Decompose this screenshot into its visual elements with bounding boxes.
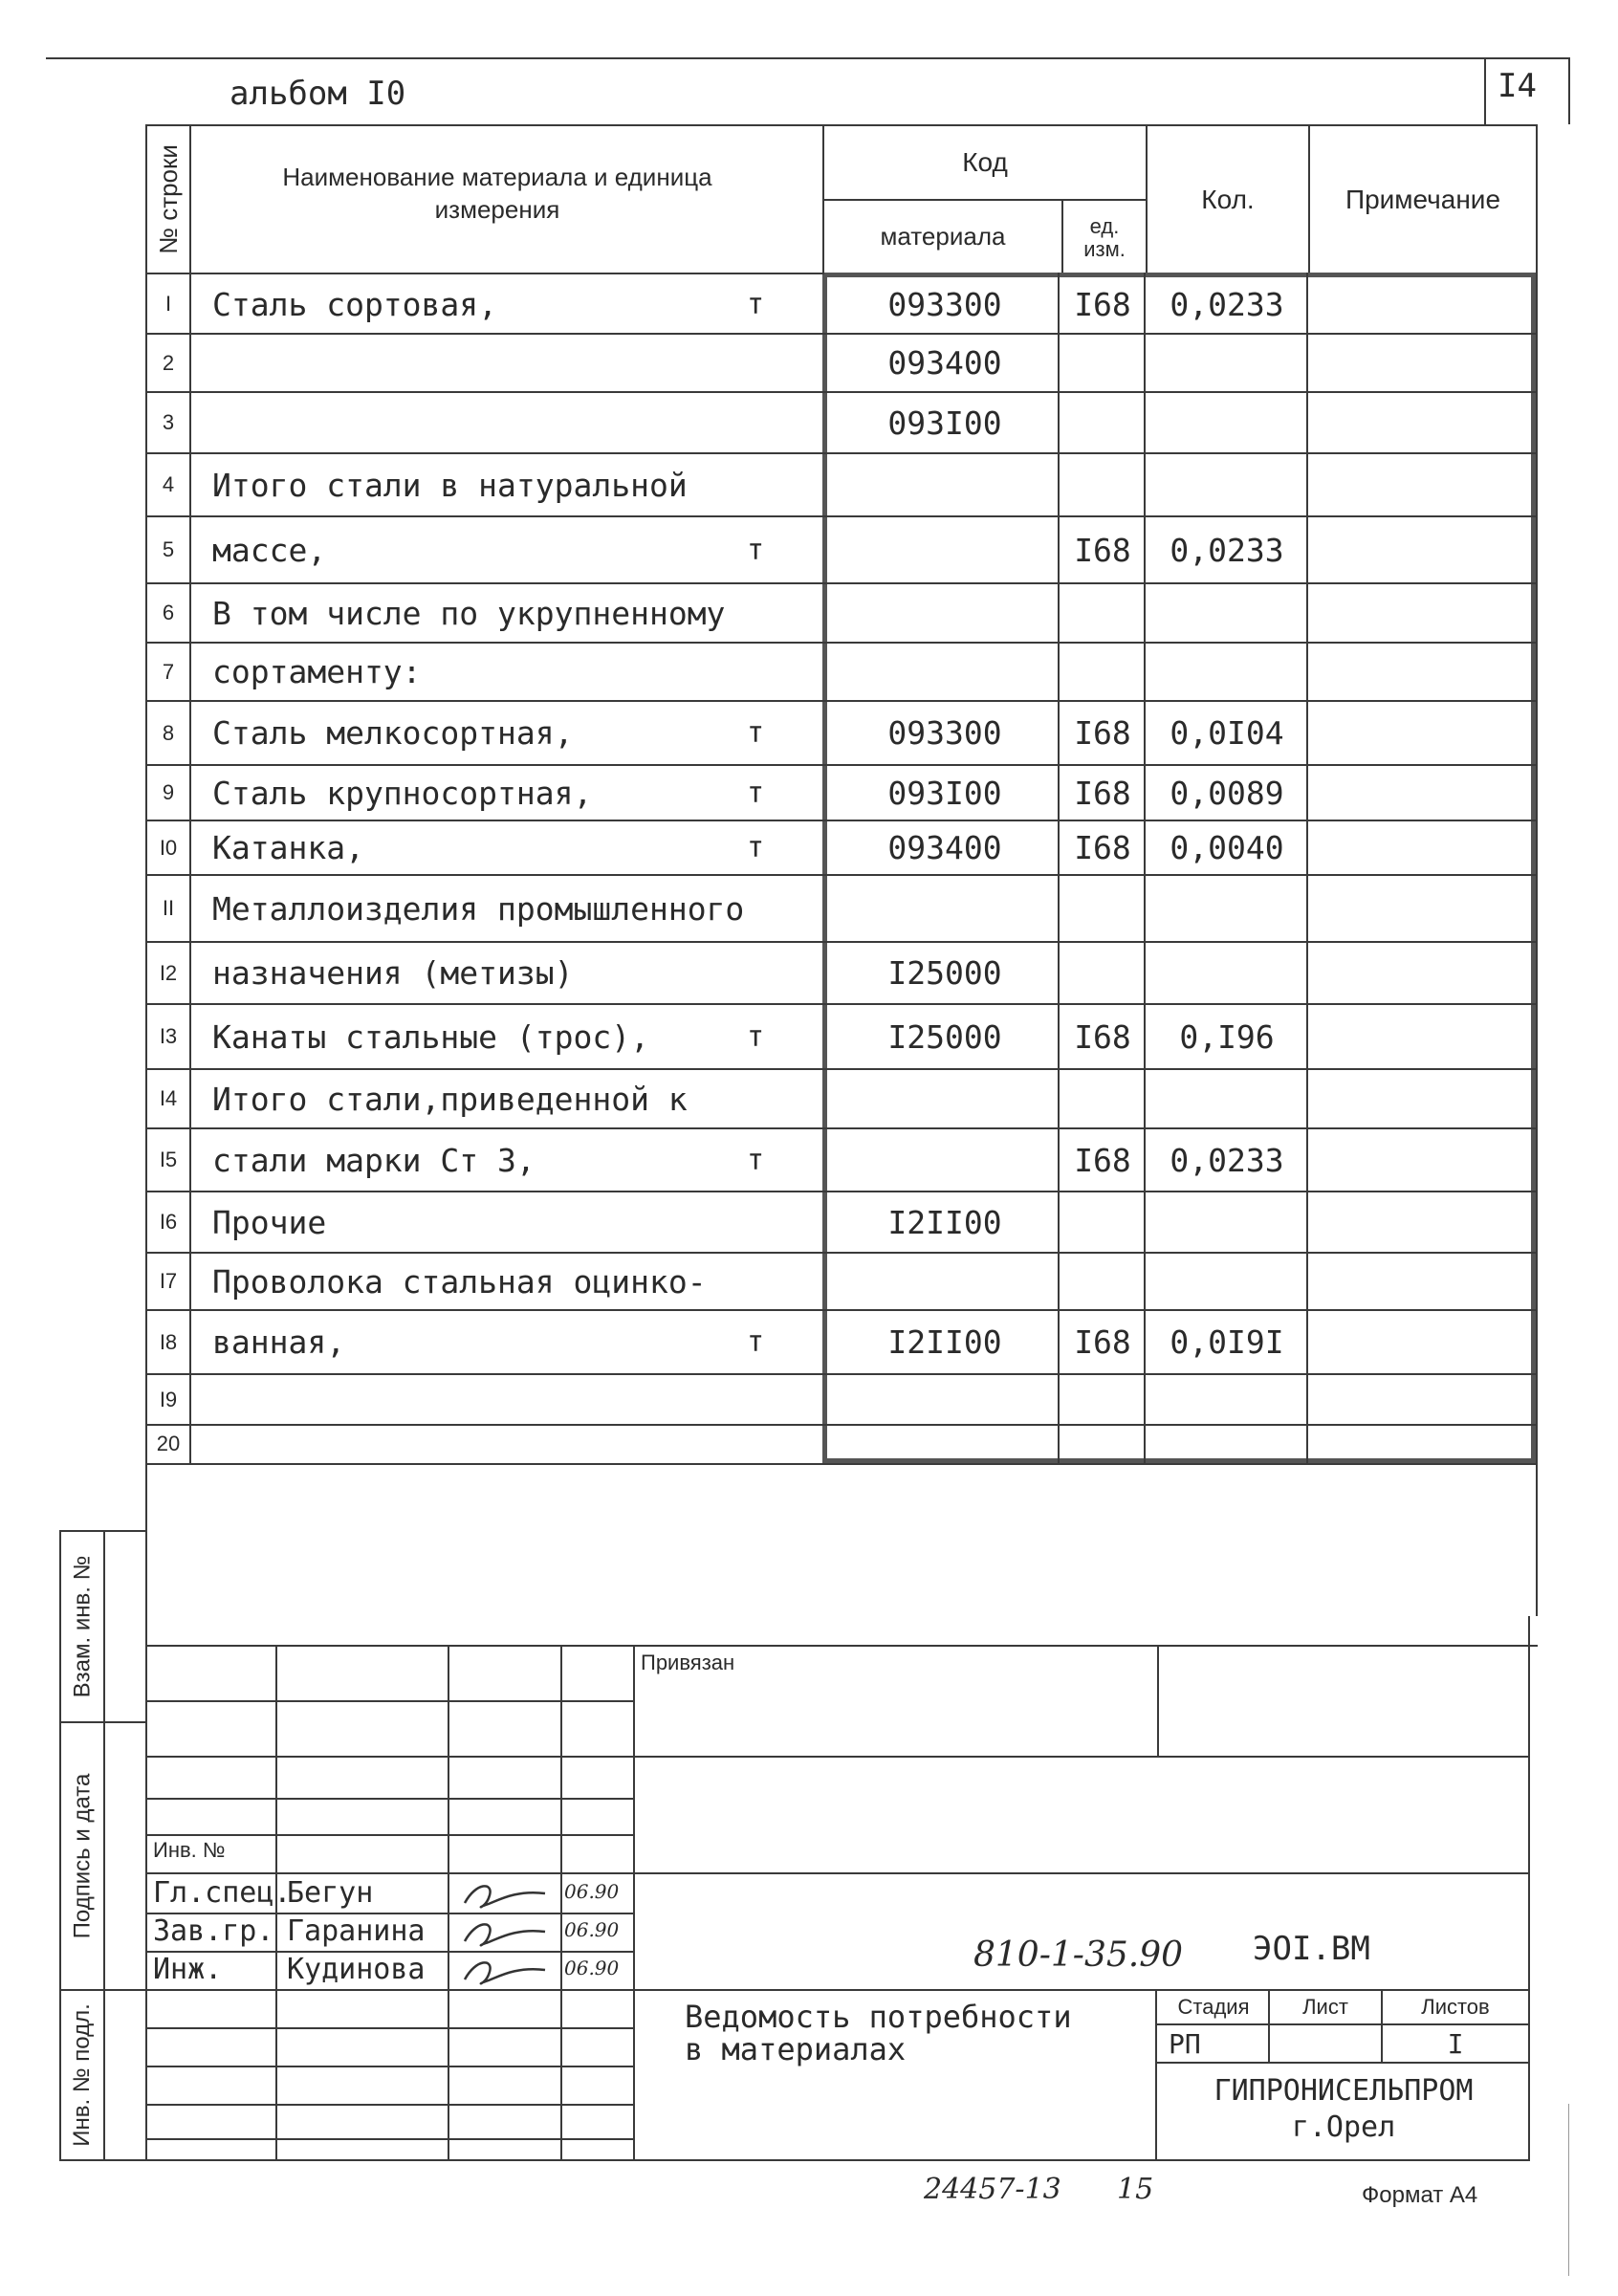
quantity: 0,0233 xyxy=(1170,285,1284,323)
signer-name: Кудинова xyxy=(287,1953,426,1986)
row-number: 2 xyxy=(162,350,175,375)
unit-code xyxy=(1061,453,1144,516)
quantity xyxy=(1148,453,1306,516)
material-name xyxy=(212,1425,748,1463)
unit-code: I68 xyxy=(1074,714,1131,752)
material-name: Прочие xyxy=(212,1203,327,1241)
unit-code: I68 xyxy=(1074,285,1131,323)
quantity xyxy=(1148,643,1306,701)
quantity: 0,I96 xyxy=(1179,1017,1275,1056)
signer-name: Бегун xyxy=(287,1876,374,1910)
sheets-label: Листов xyxy=(1421,1995,1490,2019)
material-name: Сталь мелкосортная, xyxy=(212,714,574,752)
header-code: Код xyxy=(962,147,1008,177)
material-code: 093I00 xyxy=(887,774,1002,812)
row-number: I xyxy=(164,292,172,316)
stage-value: РП xyxy=(1169,2027,1201,2060)
unit: т xyxy=(746,1325,765,1359)
unit-code xyxy=(1061,942,1144,1004)
row-number: I8 xyxy=(159,1329,178,1354)
material-name: Канаты стальные (трос), xyxy=(212,1017,649,1056)
quantity: 0,0233 xyxy=(1170,531,1284,569)
unit-code xyxy=(1061,1253,1144,1310)
unit-code xyxy=(1061,334,1144,392)
page-number: I4 xyxy=(1498,67,1537,105)
header-row-number: № строки xyxy=(153,144,183,254)
quantity xyxy=(1148,1425,1306,1463)
archive-page: 15 xyxy=(1117,2173,1154,2206)
unit-code: I68 xyxy=(1074,1017,1131,1056)
signer-role: Зав.гр. xyxy=(153,1914,274,1948)
material-code xyxy=(832,583,1058,643)
unit xyxy=(736,942,775,1004)
unit xyxy=(736,875,775,942)
signer-date: 06.90 xyxy=(564,1957,620,1979)
material-code xyxy=(832,453,1058,516)
row-number: 20 xyxy=(156,1432,181,1455)
unit-code: I68 xyxy=(1074,829,1131,866)
quantity: 0,0089 xyxy=(1170,774,1284,812)
header-quantity: Кол. xyxy=(1201,184,1255,214)
quantity xyxy=(1148,334,1306,392)
material-code xyxy=(832,1425,1058,1463)
unit-code: I68 xyxy=(1074,531,1131,569)
unit-code xyxy=(1061,1192,1144,1253)
row-number: I4 xyxy=(159,1086,178,1110)
unit-code xyxy=(1061,875,1144,942)
unit xyxy=(736,1425,775,1463)
row-number: I6 xyxy=(159,1210,178,1234)
stage-label: Стадия xyxy=(1177,1995,1250,2019)
row-number: 7 xyxy=(162,659,175,684)
unit xyxy=(736,583,775,643)
quantity xyxy=(1148,942,1306,1004)
document-title-line2: в материалах xyxy=(685,2031,907,2067)
sheet-value xyxy=(1270,2025,1381,2062)
signature-icon xyxy=(457,1876,553,1913)
material-code: 093400 xyxy=(887,829,1002,866)
material-code: 093I00 xyxy=(887,404,1002,442)
material-name: назначения (метизы) xyxy=(212,954,574,992)
unit-code xyxy=(1061,583,1144,643)
unit-code xyxy=(1061,1374,1144,1425)
quantity xyxy=(1148,1069,1306,1128)
quantity xyxy=(1148,392,1306,453)
signer-date: 06.90 xyxy=(564,1918,620,1941)
sheets-value: I xyxy=(1447,2027,1464,2060)
material-name xyxy=(212,334,748,392)
material-code: 093300 xyxy=(887,285,1002,323)
header-code-material: материала xyxy=(880,222,1006,251)
signature-icon xyxy=(457,1953,553,1989)
material-name xyxy=(212,1374,748,1425)
unit: т xyxy=(746,776,765,810)
side-label-original-inv: Инв. № подл. xyxy=(69,2003,95,2147)
sheet-label: Лист xyxy=(1302,1995,1348,2019)
signer-date: 06.90 xyxy=(564,1880,620,1903)
material-name: сортаменту: xyxy=(212,653,422,690)
quantity: 0,0I9I xyxy=(1170,1323,1284,1361)
row-number: I2 xyxy=(159,960,178,985)
header-code-unit: ед. изм. xyxy=(1083,214,1126,261)
document-suffix: ЭОI.ВМ xyxy=(1253,1930,1370,1968)
unit xyxy=(736,643,775,701)
unit: т xyxy=(746,831,765,864)
material-name: Итого стали,приведенной к xyxy=(212,1080,688,1118)
signature-icon xyxy=(457,1914,553,1951)
organization-name: ГИПРОНИСЕЛЬПРОМ xyxy=(1214,2073,1474,2108)
unit xyxy=(736,392,775,453)
material-name: стали марки Ст 3, xyxy=(212,1141,536,1179)
document-title-line1: Ведомость потребности xyxy=(685,1999,1072,2035)
unit xyxy=(736,1374,775,1425)
material-name: Проволока стальная оцинко- xyxy=(212,1262,707,1301)
row-number: 4 xyxy=(162,472,175,496)
unit-code xyxy=(1061,1425,1144,1463)
material-name: Сталь сортовая, xyxy=(212,285,498,323)
material-code: I25000 xyxy=(887,1017,1002,1056)
material-name: В том числе по укрупненному xyxy=(212,594,726,632)
quantity: 0,0040 xyxy=(1170,829,1284,866)
quantity: 0,0I04 xyxy=(1170,714,1284,752)
material-code xyxy=(832,1069,1058,1128)
unit-code xyxy=(1061,643,1144,701)
unit xyxy=(736,334,775,392)
unit xyxy=(736,453,775,516)
attached-label: Привязан xyxy=(641,1651,735,1674)
row-number: I3 xyxy=(159,1024,178,1048)
material-code xyxy=(832,1374,1058,1425)
quantity xyxy=(1148,1253,1306,1310)
unit: т xyxy=(746,533,765,567)
document-code: 810-1-35.90 xyxy=(973,1935,1184,1975)
quantity xyxy=(1148,583,1306,643)
quantity: 0,0233 xyxy=(1170,1141,1284,1179)
material-name: Металлоизделия промышленного xyxy=(212,889,745,928)
unit: т xyxy=(746,716,765,750)
material-code xyxy=(832,643,1058,701)
material-code xyxy=(832,875,1058,942)
material-name: Катанка, xyxy=(212,829,364,866)
signer-name: Гаранина xyxy=(287,1914,426,1948)
row-number: I9 xyxy=(159,1387,178,1411)
inventory-number-label: Инв. № xyxy=(153,1838,226,1862)
material-name: массе, xyxy=(212,531,327,569)
material-name xyxy=(212,392,748,453)
side-label-signature-date: Подпись и дата xyxy=(69,1773,95,1939)
unit xyxy=(736,1192,775,1253)
quantity xyxy=(1148,1192,1306,1253)
row-number: I0 xyxy=(159,835,178,860)
material-code xyxy=(832,516,1058,583)
unit: т xyxy=(746,1019,765,1054)
row-number: 5 xyxy=(162,537,175,561)
format-label: Формат А4 xyxy=(1362,2182,1478,2208)
quantity xyxy=(1148,1374,1306,1425)
unit xyxy=(736,1253,775,1310)
material-code: 093400 xyxy=(887,344,1002,382)
material-code: I25000 xyxy=(887,954,1002,992)
organization-city: г.Орел xyxy=(1291,2110,1396,2144)
unit xyxy=(736,1069,775,1128)
quantity xyxy=(1148,875,1306,942)
material-code: I2II00 xyxy=(887,1323,1002,1361)
row-number: II xyxy=(162,896,175,920)
material-code xyxy=(832,1128,1058,1192)
header-material-name: Наименование материала и единица измерения xyxy=(282,163,712,224)
material-name: ванная, xyxy=(212,1323,346,1361)
row-number: I5 xyxy=(159,1148,178,1171)
album-label: альбом I0 xyxy=(230,75,406,113)
row-number: I7 xyxy=(159,1269,178,1293)
row-number: 3 xyxy=(162,410,175,434)
material-name: Сталь крупносортная, xyxy=(212,774,593,812)
unit-code: I68 xyxy=(1074,774,1131,812)
unit-code xyxy=(1061,1069,1144,1128)
material-name: Итого стали в натуральной xyxy=(212,466,688,504)
side-label-replacement-inv: Взам. инв. № xyxy=(69,1555,95,1698)
material-code: 093300 xyxy=(887,714,1002,752)
material-code xyxy=(832,1253,1058,1310)
row-number: 6 xyxy=(162,601,175,624)
unit: т xyxy=(746,287,765,321)
signer-role: Инж. xyxy=(153,1953,223,1986)
unit-code: I68 xyxy=(1074,1323,1131,1361)
row-number: 9 xyxy=(162,780,175,804)
row-number: 8 xyxy=(162,720,175,745)
signer-role: Гл.спец. xyxy=(153,1876,292,1910)
unit-code xyxy=(1061,392,1144,453)
archive-number: 24457-13 xyxy=(924,2173,1061,2206)
unit: т xyxy=(746,1143,765,1177)
header-note: Примечание xyxy=(1345,184,1501,214)
unit-code: I68 xyxy=(1074,1141,1131,1179)
material-code: I2II00 xyxy=(887,1203,1002,1241)
